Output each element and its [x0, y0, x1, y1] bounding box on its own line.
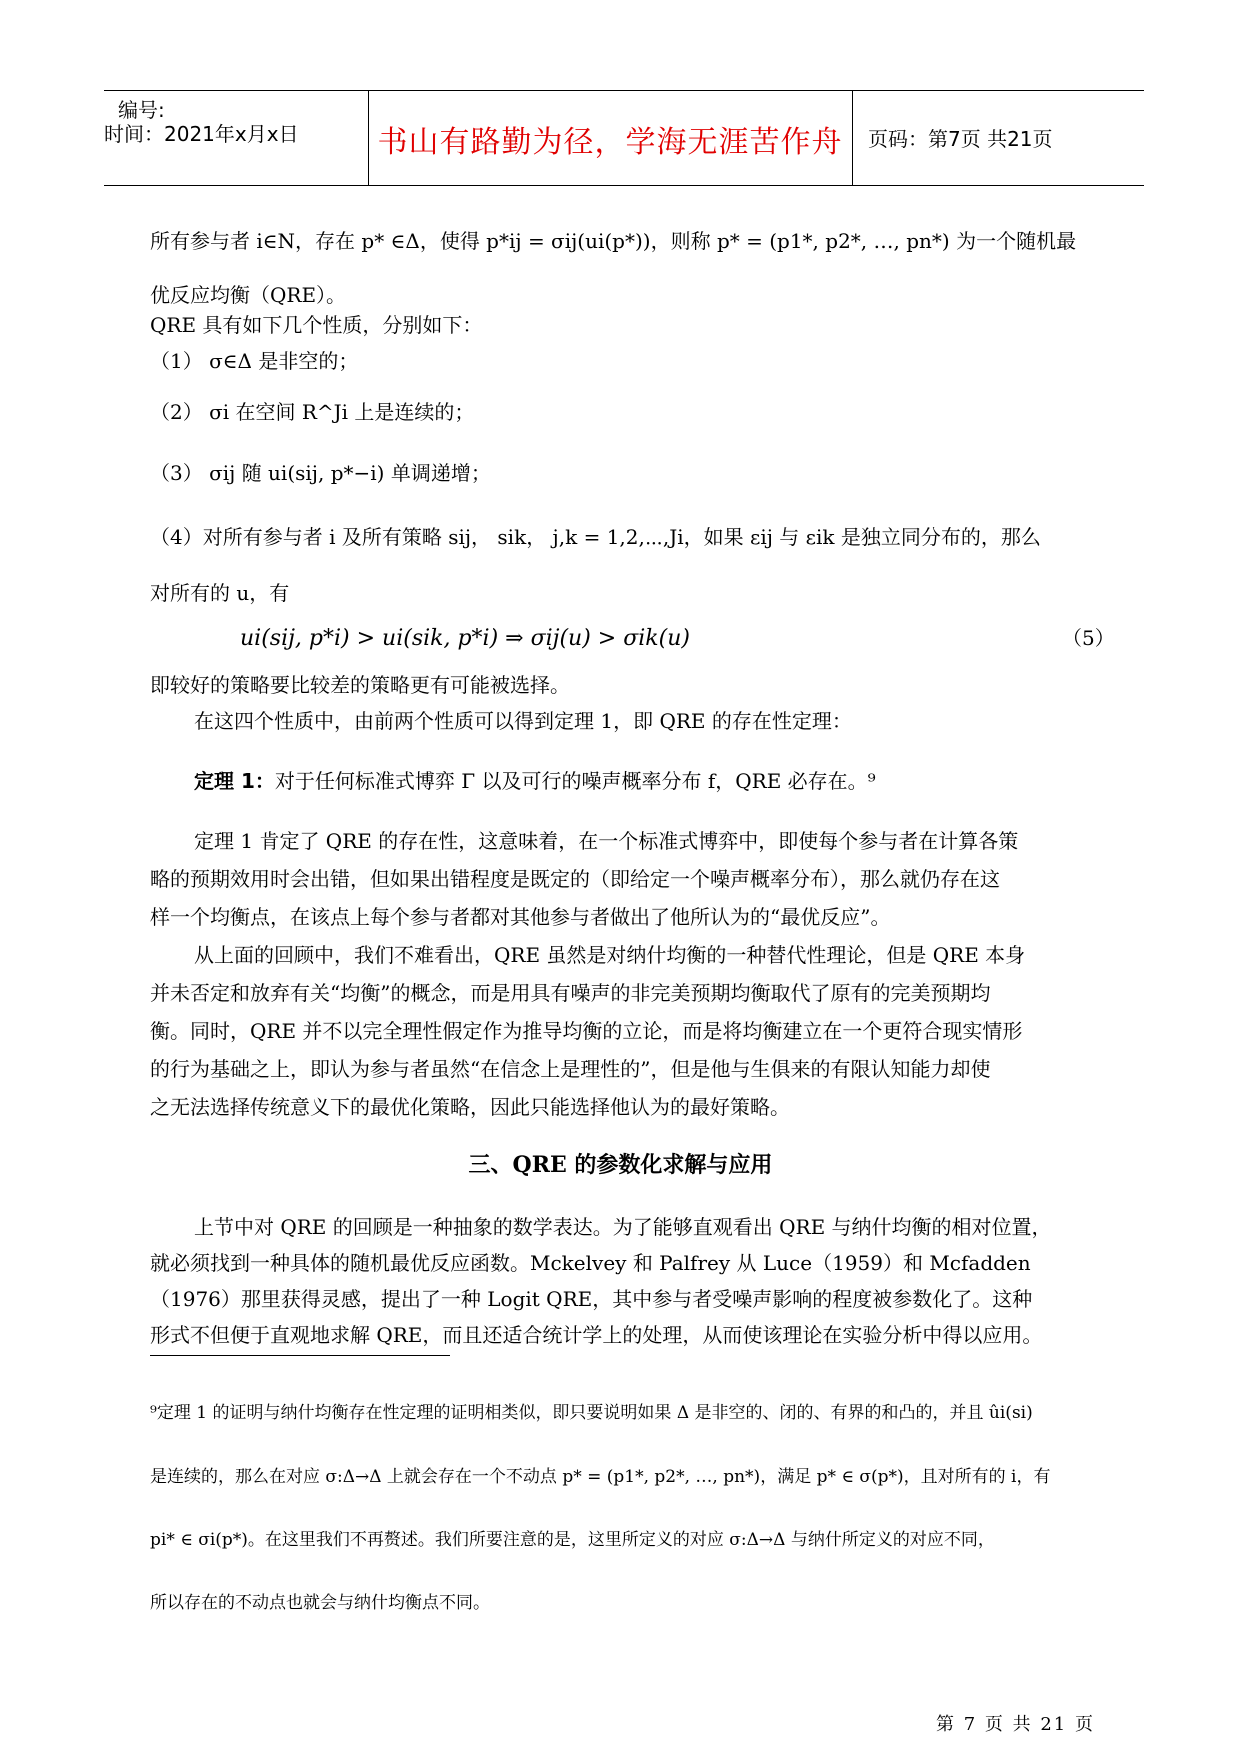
footnote-line-2: 是连续的，那么在对应 σ:Δ→Δ 上就会存在一个不动点 p* = (p1*, p2*, …, pn*)，满足 p* ∈ σ(p*)，且对所有的 i，有	[150, 1467, 1051, 1487]
page-number-footer: 第 7 页 共 21 页	[936, 1714, 1095, 1735]
paragraph-2-line-3: 衡。同时，QRE 并不以完全理性假定作为推导均衡的立论，而是将均衡建立在一个更符合现实情形	[150, 1019, 1023, 1043]
property-1: （1） σ∈Δ 是非空的；	[150, 349, 359, 373]
definition-line-1: 所有参与者 i∈N，存在 p* ∈Δ，使得 p*ij = σij(ui(p*))，则称 p* = (p1*, p2*, …, pn*) 为一个随机最	[150, 229, 1077, 253]
paragraph-1-line-2: 略的预期效用时会出错，但如果出错程度是既定的（即给定一个噪声概率分布），那么就仍存在这	[150, 867, 1000, 891]
document-header	[104, 90, 1144, 186]
equation-5: ui(sij, p*i) > ui(sik, p*i) ⇒ σij(u) > σik(u)	[240, 626, 690, 651]
footnote-line-3: pi* ∈ σi(p*)。在这里我们不再赘述。我们所要注意的是，这里所定义的对应 σ:Δ→Δ 与纳什所定义的对应不同，	[150, 1530, 995, 1550]
page-label: 页码：第7页 共21页	[868, 127, 1053, 151]
theorem-1	[150, 762, 1090, 800]
paragraph-2-line-2: 并未否定和放弃有关“均衡”的概念，而是用具有噪声的非完美预期均衡取代了原有的完美预期均	[150, 981, 991, 1005]
paragraph-3-line-2: 就必须找到一种具体的随机最优反应函数。Mckelvey 和 Palfrey 从 Luce（1959）和 Mcfadden	[150, 1251, 1031, 1275]
paragraph-2-line-5: 之无法选择传统意义下的最优化策略，因此只能选择他认为的最好策略。	[150, 1095, 790, 1119]
property-3: （3） σij 随 ui(sij, p*−i) 单调递增；	[150, 461, 491, 485]
property-4-line-1: （4）对所有参与者 i 及所有策略 sij， sik， j,k = 1,2,⋯,Ji，如果 εij 与 εik 是独立同分布的，那么	[150, 525, 1041, 549]
paragraph-1-line-1: 定理 1 肯定了 QRE 的存在性，这意味着，在一个标准式博弈中，即使每个参与者在计算各策	[194, 829, 1019, 853]
definition-line-2: 优反应均衡（QRE）。	[150, 283, 347, 307]
time-label: 时间：2021年x月x日	[104, 122, 299, 146]
serial-label: 编号:	[118, 98, 165, 122]
paragraph-2-line-4: 的行为基础之上，即认为参与者虽然“在信念上是理性的”，但是他与生俱来的有限认知能力却使	[150, 1057, 991, 1081]
motto-text: 书山有路勤为径，学海无涯苦作舟	[377, 125, 843, 160]
paragraph-1-line-3: 样一个均衡点，在该点上每个参与者都对其他参与者做出了他所认为的“最优反应”。	[150, 905, 891, 929]
paragraph-3-line-3: （1976）那里获得灵感，提出了一种 Logit QRE，其中参与者受噪声影响的程度被参数化了。这种	[150, 1287, 1033, 1311]
equation-number: （5）	[1062, 626, 1115, 650]
footnote-line-4: 所以存在的不动点也就会与纳什均衡点不同。	[150, 1593, 490, 1613]
property-4-line-2: 对所有的 u，有	[150, 581, 290, 605]
footnote-separator	[150, 1355, 450, 1356]
header-meta-cell	[104, 91, 369, 185]
theorem-label: 定理 1：	[194, 769, 275, 793]
header-page-cell	[854, 91, 1144, 185]
theorem-text: 对于任何标准式博弈 Γ 以及可行的噪声概率分布 f，QRE 必存在。⁹	[274, 769, 876, 793]
header-motto-cell	[368, 91, 853, 185]
paragraph-3-line-4: 形式不但便于直观地求解 QRE，而且还适合统计学上的处理，从而使该理论在实验分析中得以应用。	[150, 1323, 1043, 1347]
properties-intro: QRE 具有如下几个性质，分别如下：	[150, 313, 483, 337]
theorem-intro: 在这四个性质中，由前两个性质可以得到定理 1，即 QRE 的存在性定理：	[194, 709, 852, 733]
footnote-line-1: ⁹定理 1 的证明与纳什均衡存在性定理的证明相类似，即只要说明如果 Δ 是非空的、闭的、有界的和凸的，并且 ûi(si)	[150, 1403, 1033, 1423]
after-equation-text: 即较好的策略要比较差的策略更有可能被选择。	[150, 673, 570, 697]
property-2: （2） σi 在空间 R^Ji 上是连续的；	[150, 400, 475, 424]
paragraph-2-line-1: 从上面的回顾中，我们不难看出，QRE 虽然是对纳什均衡的一种替代性理论，但是 QRE 本身	[194, 943, 1026, 967]
paragraph-3-line-1: 上节中对 QRE 的回顾是一种抽象的数学表达。为了能够直观看出 QRE 与纳什均衡的相对位置，	[194, 1215, 1052, 1239]
section-title: 三、QRE 的参数化求解与应用	[468, 1152, 773, 1178]
